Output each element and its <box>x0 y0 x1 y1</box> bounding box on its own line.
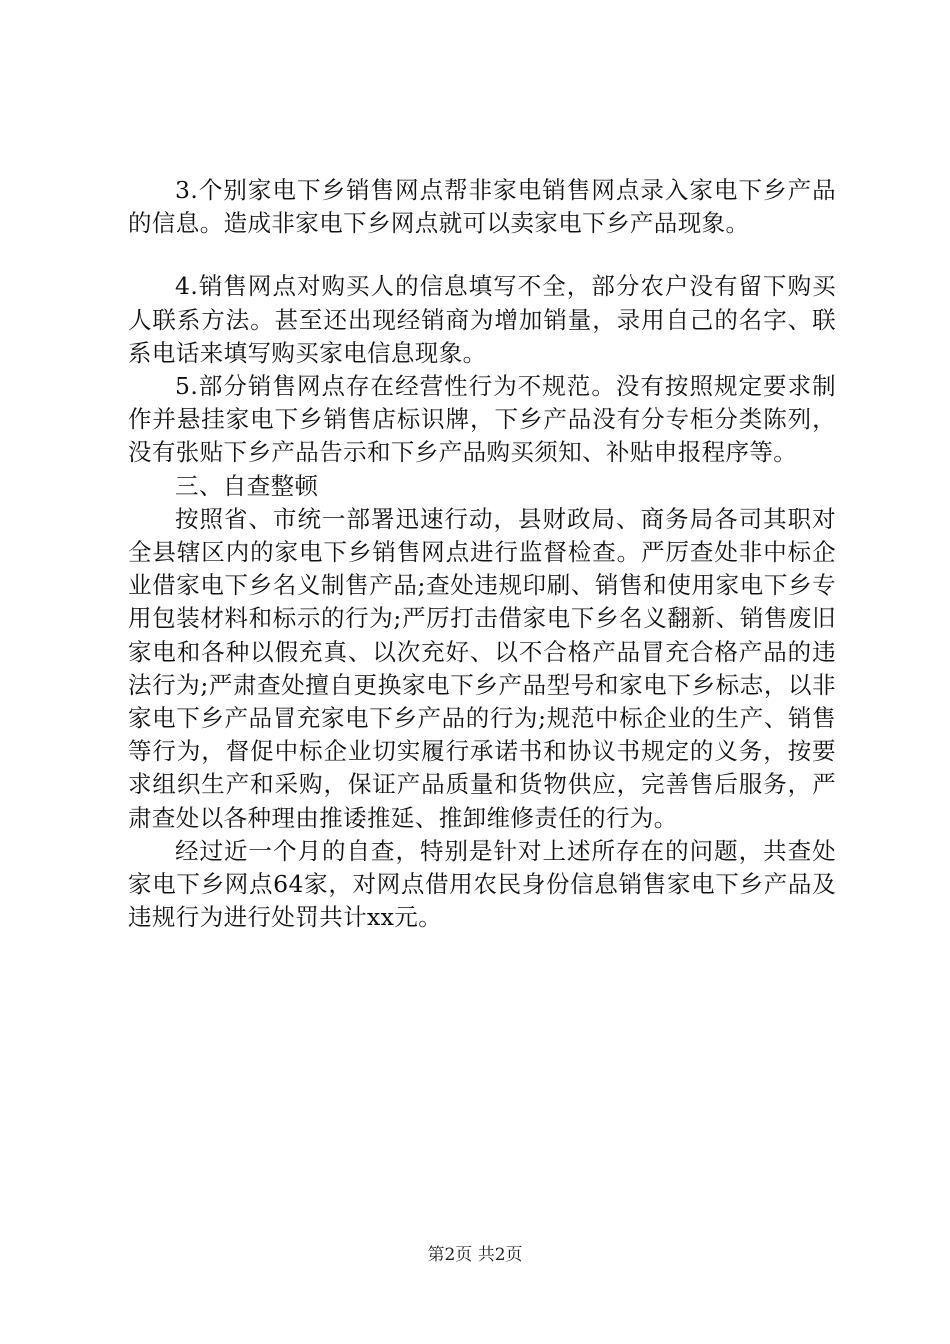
paragraph-gap <box>128 240 836 270</box>
section-heading-self-inspection: 三、自查整顿 <box>175 471 319 500</box>
paragraph-item-3: 3.个别家电下乡销售网点帮非家电销售网点录入家电下乡产品的信息。造成非家电下乡网点就可以卖家电下乡产品现象。 <box>128 176 836 238</box>
paragraph-inspection-actions: 按照省、市统一部署迅速行动，县财政局、商务局各司其职对全县辖区内的家电下乡销售网点进行监督检查。严厉查处非中标企业借家电下乡名义制售产品;查处违规印刷、销售和使用家电下乡专用包装材料和标示的行为;严厉打击借家电下乡名义翻新、销售废旧家电和各种以假充真、以次充好、以不合格产品冒充合格产品的违法行为;严肃查处擅自更换家电下乡产品型号和家电下乡标志，以非家电下乡产品冒充家电下乡产品的行为;规范中标企业的生产、销售等行为，督促中标企业切实履行承诺书和协议书规定的义务，按要求组织生产和采购，保证产品质量和货物供应，完善售后服务，严肃查处以各种理由推诿推延、推卸维修责任的行为。 <box>128 504 836 832</box>
paragraph-item-4: 4.销售网点对购买人的信息填写不全，部分农户没有留下购买人联系方法。甚至还出现经销商为增加销量，录用自己的名字、联系电话来填写购买家电信息现象。 <box>128 272 836 367</box>
paragraph-item-5: 5.部分销售网点存在经营性行为不规范。没有按照规定要求制作并悬挂家电下乡销售店标识牌，下乡产品没有分专柜分类陈列，没有张贴下乡产品告示和下乡产品购买须知、补贴申报程序等。 <box>128 372 836 467</box>
page-footer: 第2页 共2页 <box>427 1245 523 1265</box>
document-body <box>128 174 836 934</box>
paragraph-inspection-results: 经过近一个月的自查，特别是针对上述所存在的问题，共查处家电下乡网点64家，对网点借用农民身份信息销售家电下乡产品及违规行为进行处罚共计xx元。 <box>128 836 836 932</box>
